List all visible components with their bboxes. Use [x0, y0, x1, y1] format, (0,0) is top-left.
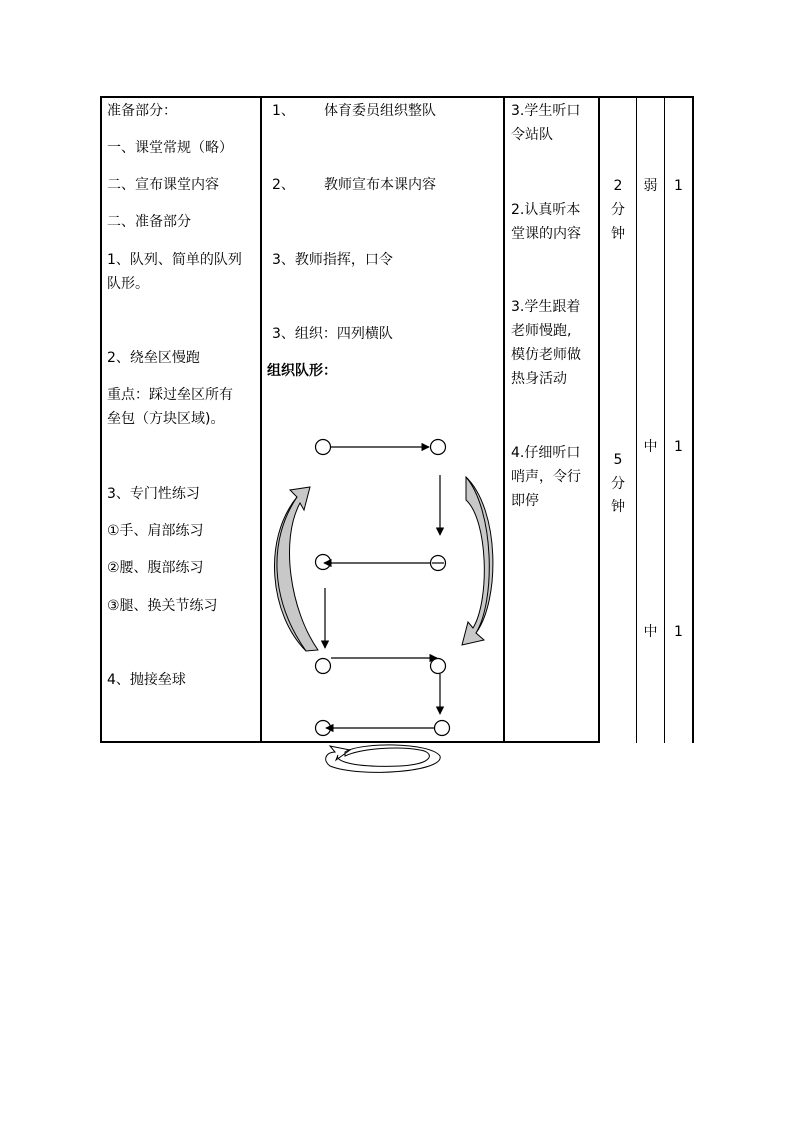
prep-item-shoulder: ①手、肩部练习 [107, 523, 204, 539]
student-4-line2: 哨声，令行 [511, 469, 581, 485]
intensity-1: 弱 [643, 178, 658, 194]
position-marker [316, 440, 331, 455]
prep-item-focus-cont: 垒包（方块区域)。 [107, 411, 225, 427]
count-1: 1 [674, 178, 683, 194]
teacher-step4: 3、组织：四列横队 [272, 326, 393, 342]
time-2-num: 5 [613, 452, 623, 468]
prep-item-routine: 一、课堂常规（略） [107, 140, 233, 156]
student-3-line4: 热身活动 [511, 371, 567, 387]
teacher-step2-num: 2、 [272, 177, 295, 193]
prep-item-throw: 4、抛接垒球 [107, 672, 186, 688]
curved-arrow-bottom [326, 745, 441, 772]
student-3-line3: 模仿老师做 [511, 347, 581, 363]
student-2-line1: 2.认真听本 [511, 202, 581, 218]
teacher-step1-text: 体育委员组织整队 [324, 103, 436, 119]
prep-item-focus: 重点：踩过垒区所有 [107, 387, 233, 403]
position-marker [431, 440, 446, 455]
teacher-step3: 3、教师指挥，口令 [272, 252, 393, 268]
prep-item-leg: ③腿、换关节练习 [107, 598, 218, 614]
prep-item-special: 3、专门性练习 [107, 486, 200, 502]
prep-item-waist: ②腰、腹部练习 [107, 560, 204, 576]
student-2-line2: 堂课的内容 [511, 226, 581, 242]
position-marker [435, 721, 450, 736]
intensity-3: 中 [643, 624, 658, 640]
position-marker [316, 555, 331, 570]
prep-item-announce: 二、宣布课堂内容 [107, 177, 219, 193]
time-2-unit2: 钟 [611, 499, 625, 515]
student-3-line1: 3.学生跟着 [511, 299, 581, 315]
count-2: 1 [674, 439, 683, 455]
student-4-line3: 即停 [511, 493, 539, 509]
prep-item-queue-cont: 队形。 [107, 276, 149, 292]
prep-heading: 准备部分： [107, 103, 177, 119]
prep-item-queue: 1、队列、简单的队列 [107, 252, 242, 268]
intensity-2: 中 [643, 439, 658, 455]
prep-item-prepare: 二、准备部分 [107, 214, 191, 230]
position-marker [316, 659, 331, 674]
time-1-unit2: 钟 [611, 226, 625, 242]
teacher-step1-num: 1、 [272, 103, 295, 119]
time-1-unit1: 分 [611, 202, 625, 218]
count-3: 1 [674, 624, 683, 640]
position-marker [431, 659, 446, 674]
student-4-line1: 4.仔细听口 [511, 445, 581, 461]
prep-item-jog: 2、绕垒区慢跑 [107, 350, 200, 366]
curved-arrow-right [462, 477, 493, 645]
student-1-line2: 令站队 [511, 127, 553, 143]
student-3-line2: 老师慢跑, [511, 323, 572, 339]
formation-label: 组织队形： [267, 363, 337, 379]
student-1-line1: 3.学生听口 [511, 103, 581, 119]
time-1-num: 2 [613, 178, 623, 194]
teacher-step2-text: 教师宣布本课内容 [324, 177, 436, 193]
curved-arrow-left [274, 487, 318, 651]
time-2-unit1: 分 [611, 476, 625, 492]
